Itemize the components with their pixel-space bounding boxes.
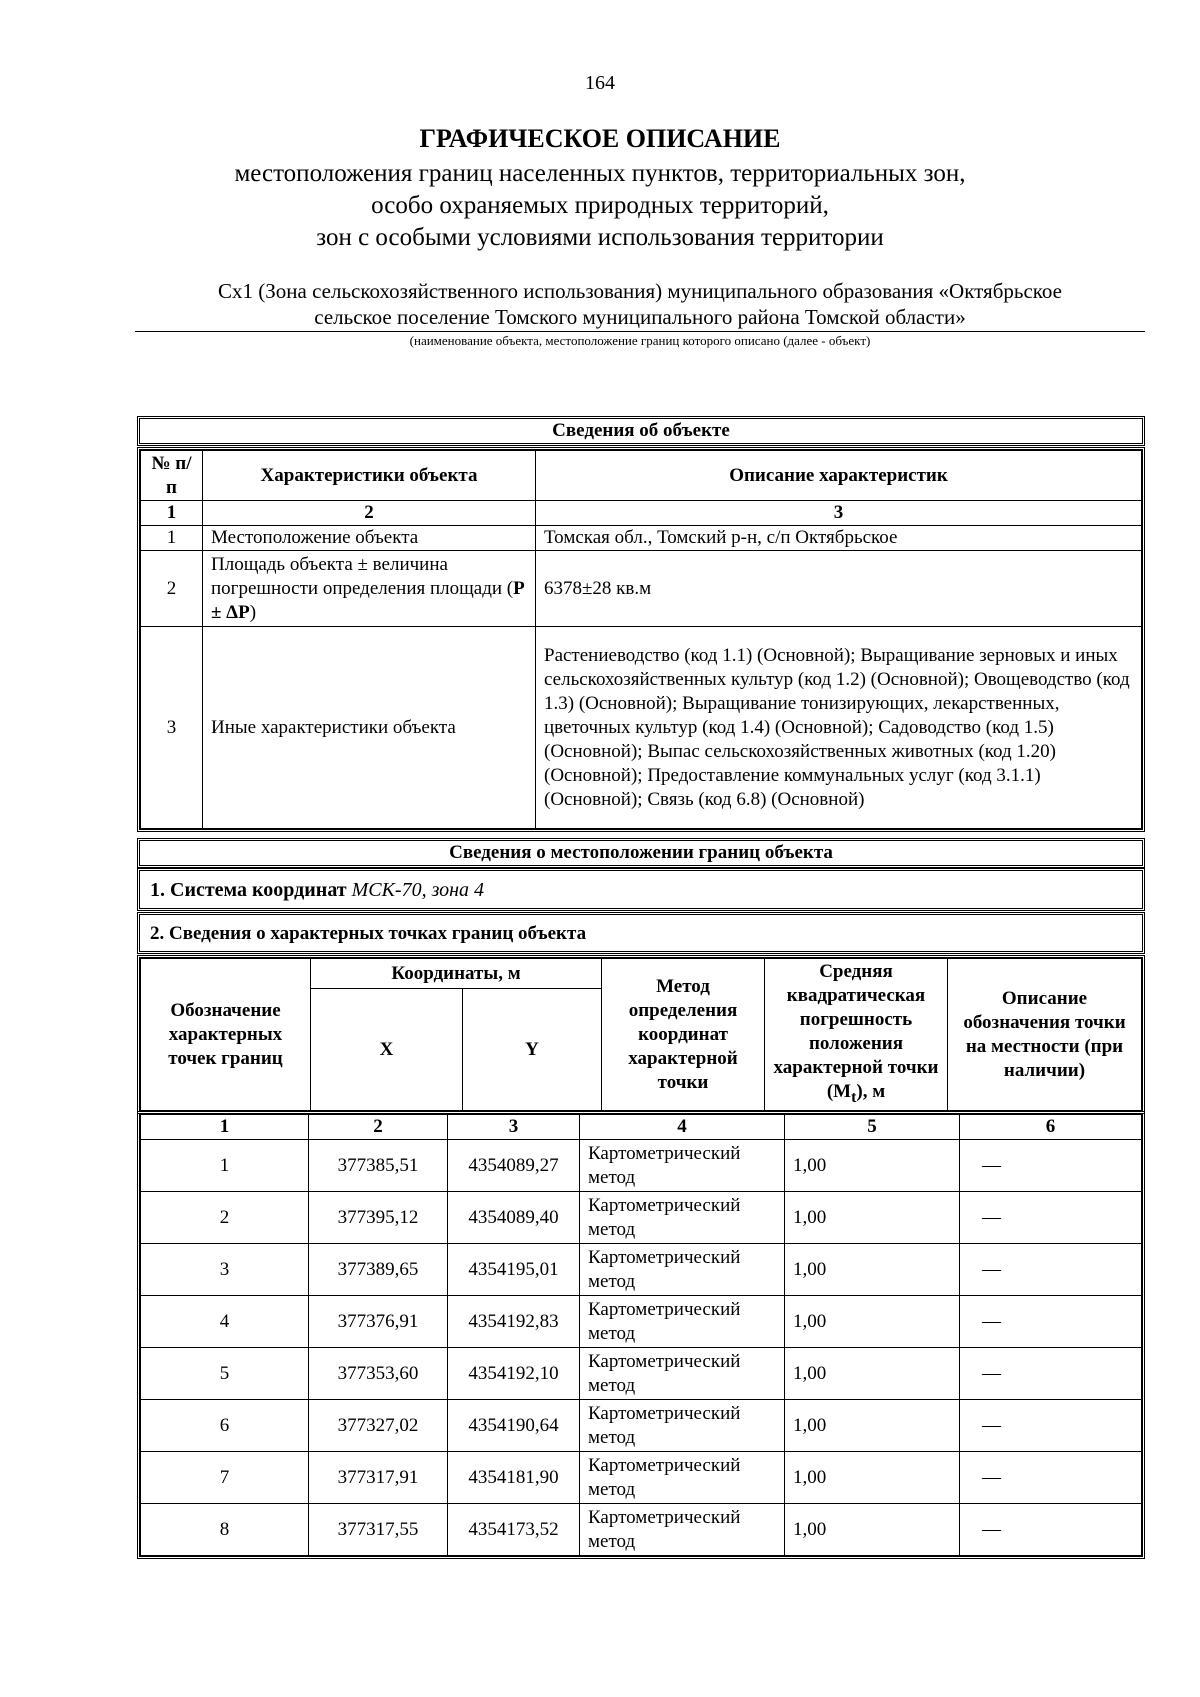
object-name-caption: (наименование объекта, местоположение границ которого описано (далее - объект) xyxy=(409,333,871,348)
point-method: Картометрический метод xyxy=(580,1452,785,1504)
point-number: 5 xyxy=(141,1348,309,1400)
object-name xyxy=(135,278,1145,330)
point-description: — xyxy=(960,1244,1142,1296)
point-y: 4354173,52 xyxy=(448,1504,580,1556)
table-row xyxy=(141,1400,1142,1452)
table-row xyxy=(141,1244,1142,1296)
header-coordinates: Координаты, м xyxy=(311,959,602,989)
name-text: ) xyxy=(249,601,257,623)
row-number: 1 xyxy=(141,526,203,551)
points-title: 2. Сведения о характерных точках границ объекта xyxy=(150,923,587,944)
object-name-line: Сх1 (Зона сельскохозяйственного использования) муниципального образования «Октябрьское xyxy=(218,279,1062,303)
header-error-text: ), м xyxy=(856,1080,886,1102)
point-description: — xyxy=(960,1192,1142,1244)
point-error: 1,00 xyxy=(785,1244,960,1296)
characteristic-value: Томская обл., Томский р-н, с/п Октябрьское xyxy=(536,526,1142,551)
points-header-table xyxy=(140,958,1142,1111)
column-number: 3 xyxy=(536,501,1142,526)
point-x: 377353,60 xyxy=(309,1348,448,1400)
point-x: 377389,65 xyxy=(309,1244,448,1296)
point-y: 4354195,01 xyxy=(448,1244,580,1296)
point-y: 4354190,64 xyxy=(448,1400,580,1452)
header-point-description: Описание обозначения точки на местности (при наличии) xyxy=(948,959,1142,1111)
name-formula: Р ± ΔР xyxy=(211,577,525,623)
point-method: Картометрический метод xyxy=(580,1400,785,1452)
point-error: 1,00 xyxy=(785,1192,960,1244)
subtitle-line: зон с особыми условиями использования территории xyxy=(316,224,884,251)
point-y: 4354192,10 xyxy=(448,1348,580,1400)
point-x: 377327,02 xyxy=(309,1400,448,1452)
table-row xyxy=(141,1504,1142,1556)
table-row xyxy=(141,1140,1142,1192)
location-title: Сведения о местоположении границ объекта xyxy=(449,842,833,863)
point-y: 4354181,90 xyxy=(448,1452,580,1504)
header-error xyxy=(765,959,948,1111)
point-number: 3 xyxy=(141,1244,309,1296)
table-row xyxy=(141,1452,1142,1504)
characteristic-name: Местоположение объекта xyxy=(203,526,536,551)
column-number: 5 xyxy=(785,1115,960,1140)
header-error-subscript: t xyxy=(851,1088,857,1106)
point-number: 7 xyxy=(141,1452,309,1504)
coord-system xyxy=(140,871,1142,905)
object-info-table xyxy=(140,450,1142,829)
object-info-table-frame xyxy=(137,447,1145,832)
name-text: Площадь объекта ± величина погрешности определения площади ( xyxy=(211,553,514,599)
point-y: 4354089,40 xyxy=(448,1192,580,1244)
point-error: 1,00 xyxy=(785,1348,960,1400)
subtitle-line: особо охраняемых природных территорий, xyxy=(371,192,829,219)
table-row xyxy=(141,1296,1142,1348)
point-y: 4354089,27 xyxy=(448,1140,580,1192)
point-description: — xyxy=(960,1140,1142,1192)
point-method: Картометрический метод xyxy=(580,1140,785,1192)
point-error: 1,00 xyxy=(785,1452,960,1504)
point-description: — xyxy=(960,1296,1142,1348)
point-description: — xyxy=(960,1452,1142,1504)
points-title-frame xyxy=(137,912,1145,954)
table-row xyxy=(141,526,1142,551)
point-method: Картометрический метод xyxy=(580,1504,785,1556)
header-error-text: Средняя квадратическая погрешность положения характерной точки (M xyxy=(773,960,939,1102)
point-error: 1,00 xyxy=(785,1504,960,1556)
point-error: 1,00 xyxy=(785,1140,960,1192)
point-number: 4 xyxy=(141,1296,309,1348)
header-designation: Обозначение характерных точек границ xyxy=(141,959,311,1111)
document-title: ГРАФИЧЕСКОЕ ОПИСАНИЕ xyxy=(419,124,781,153)
header-y: Y xyxy=(463,989,602,1111)
point-x: 377317,91 xyxy=(309,1452,448,1504)
column-number: 2 xyxy=(309,1115,448,1140)
header-description: Описание характеристик xyxy=(536,451,1142,501)
coord-system-frame xyxy=(137,868,1145,911)
characteristic-value: 6378±28 кв.м xyxy=(536,551,1142,627)
point-number: 1 xyxy=(141,1140,309,1192)
column-number: 6 xyxy=(960,1115,1142,1140)
page-number: 164 xyxy=(585,72,615,94)
characteristic-value: Растениеводство (код 1.1) (Основной); Выращивание зерновых и иных сельскохозяйственных культур (код 1.2) (Основной); Овощеводство (код 1.3) (Основной); Выращивание тонизирующих, лекарственных, цветочных культур (код 1.4) (Основной); Садоводство (код 1.5) (Основной); Выпас сельскохозяйственных животных (код 1.20) (Основной); Предоставление коммунальных услуг (код 3.1.1) (Основной); Связь (код 6.8) (Основной) xyxy=(536,627,1142,829)
point-method: Картометрический метод xyxy=(580,1192,785,1244)
point-number: 6 xyxy=(141,1400,309,1452)
table-row xyxy=(141,551,1142,627)
location-title-frame xyxy=(137,838,1145,868)
header-characteristic: Характеристики объекта xyxy=(203,451,536,501)
coord-system-label: 1. Система координат xyxy=(150,879,347,901)
object-name-line: сельское поселение Томского муниципального района Томской области» xyxy=(314,305,966,329)
points-body-frame xyxy=(137,1111,1145,1559)
point-x: 377385,51 xyxy=(309,1140,448,1192)
point-description: — xyxy=(960,1504,1142,1556)
point-y: 4354192,83 xyxy=(448,1296,580,1348)
point-x: 377395,12 xyxy=(309,1192,448,1244)
object-info-frame xyxy=(137,416,1145,446)
point-number: 2 xyxy=(141,1192,309,1244)
column-number: 3 xyxy=(448,1115,580,1140)
header-x: X xyxy=(311,989,463,1111)
column-number: 1 xyxy=(141,501,203,526)
point-number: 8 xyxy=(141,1504,309,1556)
characteristic-name xyxy=(203,551,536,627)
point-method: Картометрический метод xyxy=(580,1244,785,1296)
header-method: Метод определения координат характерной точки xyxy=(602,959,765,1111)
row-number: 2 xyxy=(141,551,203,627)
point-x: 377317,55 xyxy=(309,1504,448,1556)
header-number: № п/п xyxy=(141,451,203,501)
point-method: Картометрический метод xyxy=(580,1296,785,1348)
point-error: 1,00 xyxy=(785,1400,960,1452)
points-header-frame xyxy=(137,955,1145,1114)
row-number: 3 xyxy=(141,627,203,829)
point-error: 1,00 xyxy=(785,1296,960,1348)
points-table xyxy=(140,1114,1142,1556)
point-description: — xyxy=(960,1348,1142,1400)
table-row xyxy=(141,1192,1142,1244)
characteristic-name: Иные характеристики объекта xyxy=(203,627,536,829)
object-name-underline xyxy=(135,331,1145,332)
point-x: 377376,91 xyxy=(309,1296,448,1348)
coord-system-value: МСК-70, зона 4 xyxy=(351,879,485,901)
column-number: 2 xyxy=(203,501,536,526)
document-subtitle xyxy=(0,158,1200,254)
point-method: Картометрический метод xyxy=(580,1348,785,1400)
column-number: 1 xyxy=(141,1115,309,1140)
table-row xyxy=(141,1348,1142,1400)
object-info-title: Сведения об объекте xyxy=(552,420,730,441)
point-description: — xyxy=(960,1400,1142,1452)
table-row xyxy=(141,627,1142,829)
column-number: 4 xyxy=(580,1115,785,1140)
subtitle-line: местоположения границ населенных пунктов, территориальных зон, xyxy=(234,160,966,187)
